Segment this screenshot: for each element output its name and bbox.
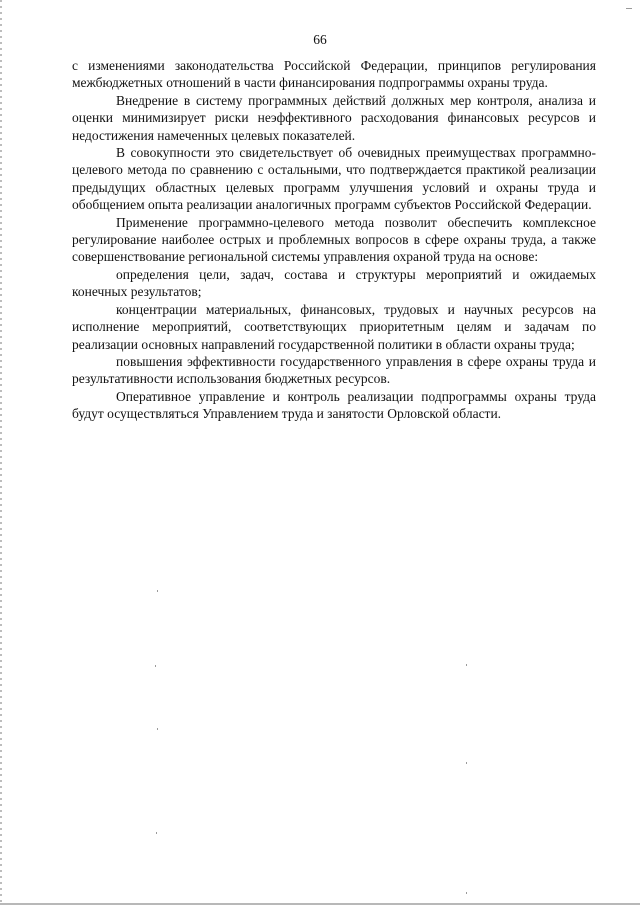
scan-speck <box>155 665 156 667</box>
scan-speck <box>156 832 157 834</box>
document-body <box>72 57 596 423</box>
paragraph-4: Применение программно-целевого метода позволит обеспечить комплексное регулирование наиболее острых и проблемных вопросов в сфере охраны труда, а также совершенствование региональной системы управления охраной труда на основе: <box>72 214 596 265</box>
paragraph-3: В совокупности это свидетельствует об очевидных преимуществах программно-целевого метода по сравнению с остальными, что подтверждается практикой реализации предыдущих областных целевых программ улучшения условий и охраны труда и обобщением опыта реализации аналогичных программ субъектов Российской Федерации. <box>72 145 596 213</box>
paragraph-1: с изменениями законодательства Российской Федерации, принципов регулирования межбюджетных отношений в части финансирования подпрограммы охраны труда. <box>72 58 596 91</box>
list-item-efficiency: повышения эффективности государственного управления в сфере охраны труда и результативности использования бюджетных ресурсов. <box>72 353 596 387</box>
scan-speck <box>157 728 158 730</box>
scan-left-edge <box>0 0 2 905</box>
scan-speck <box>466 762 467 764</box>
list-item-goals: определения цели, задач, состава и структуры мероприятий и ожидаемых конечных результатов; <box>72 266 596 300</box>
list-item-resources: концентрации материальных, финансовых, трудовых и научных ресурсов на исполнение мероприятий, соответствующих приоритетным целям и задачам по реализации основных направлений государственной политики в области охраны труда; <box>72 301 596 352</box>
scan-speck <box>157 590 158 592</box>
page-number: 66 <box>313 32 327 47</box>
scan-speck <box>466 664 467 666</box>
scan-speck <box>466 892 467 894</box>
paragraph-final: Оперативное управление и контроль реализации подпрограммы охраны труда будут осуществляться Управлением труда и занятости Орловской области. <box>72 388 596 422</box>
scan-speck <box>626 8 632 9</box>
paragraph-2: Внедрение в систему программных действий должных мер контроля, анализа и оценки минимизирует риски неэффективного расходования финансовых ресурсов и недостижения намеченных целевых показателей. <box>72 92 596 143</box>
